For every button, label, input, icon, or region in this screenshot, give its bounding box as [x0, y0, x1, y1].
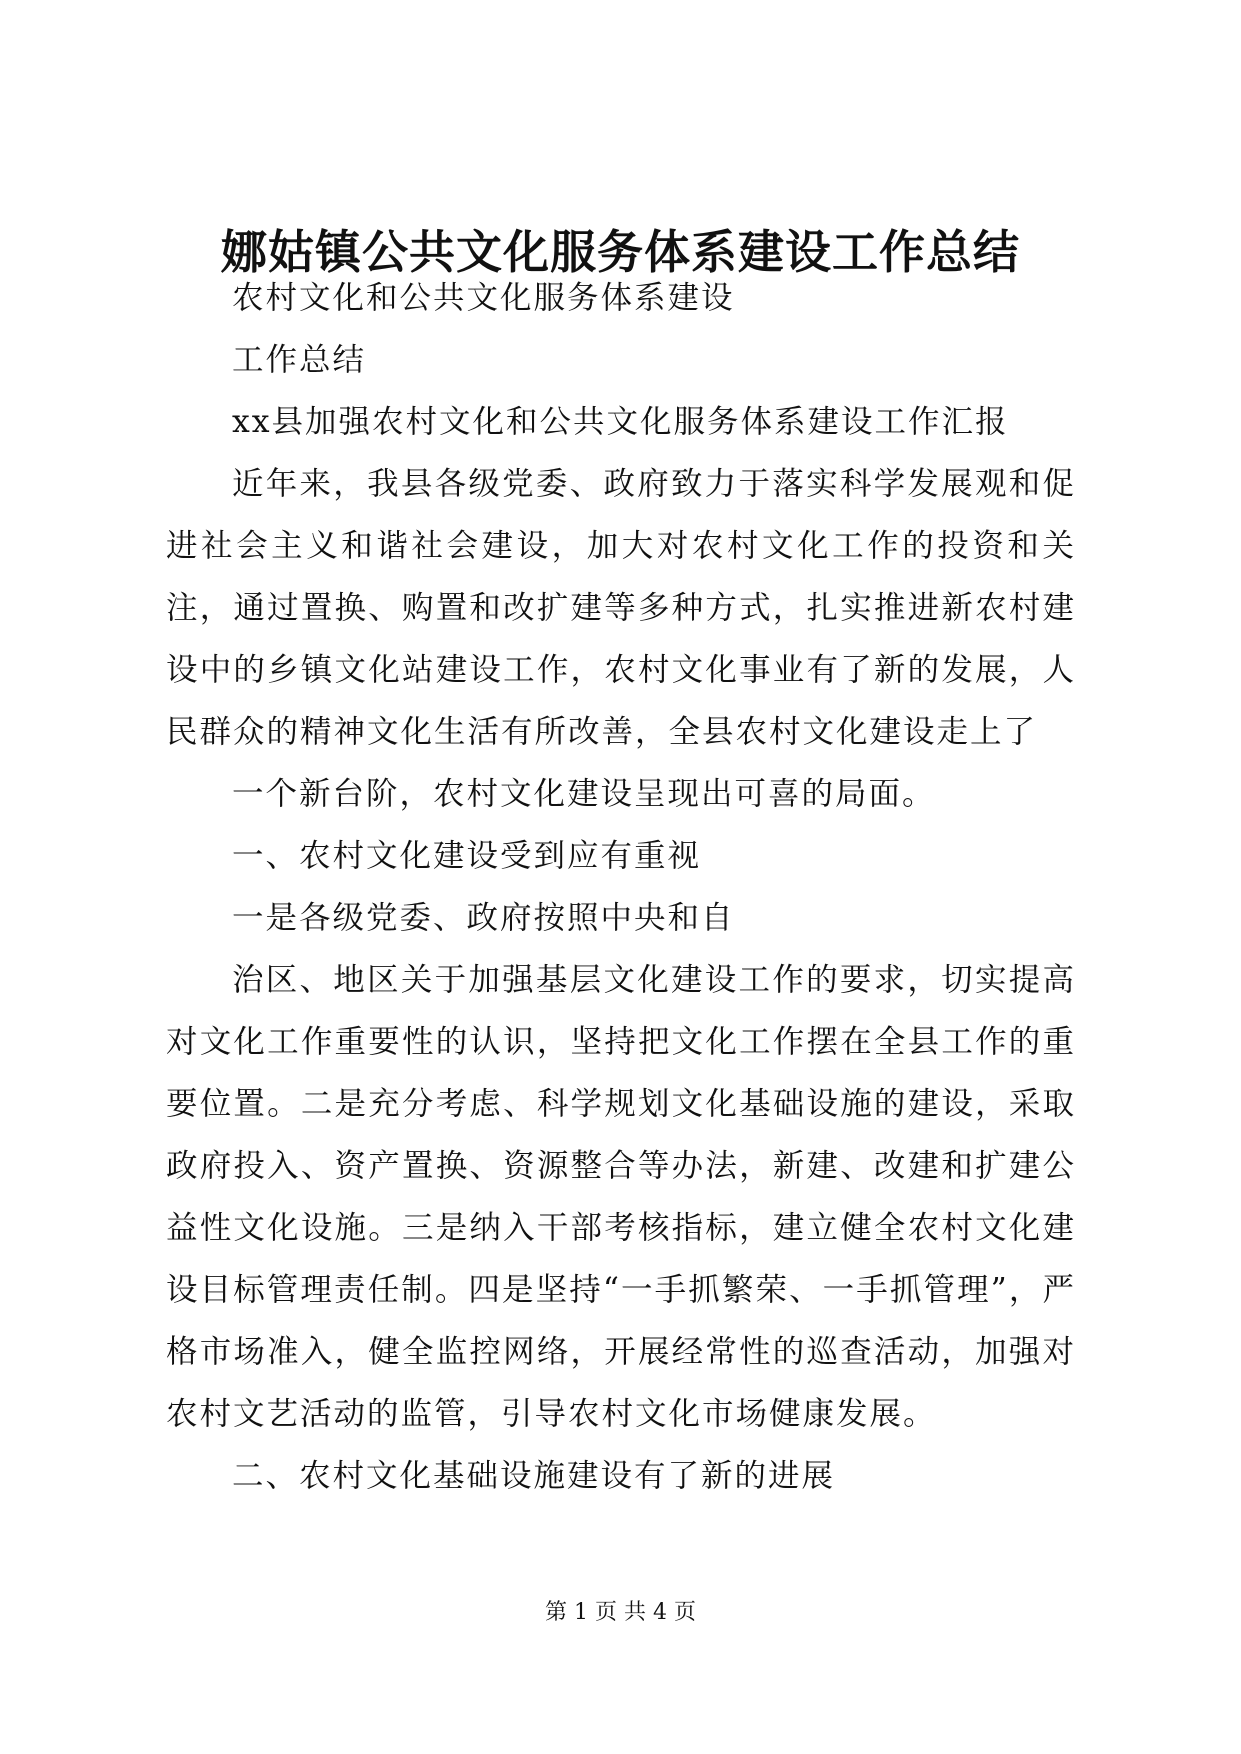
document-title: 娜姑镇公共文化服务体系建设工作总结	[221, 225, 1020, 279]
paragraph-report-heading: xx县加强农村文化和公共文化服务体系建设工作汇报	[232, 404, 1009, 440]
section-heading-1: 一、农村文化建设受到应有重视	[232, 838, 702, 874]
paragraph-first-point: 一是各级党委、政府按照中央和自	[232, 900, 735, 936]
paragraph-subtitle-2: 工作总结	[232, 342, 367, 378]
paragraph-measures: 治区、地区关于加强基层文化建设工作的要求，切实提高对文化工作重要性的认识，坚持把文化工作摆在全县工作的重要位置。二是充分考虑、科学规划文化基础设施的建设，采取政府投入、资产置换、资源整合等办法，新建、改建和扩建公益性文化设施。三是纳入干部考核指标，建立健全农村文化建设目标管理责任制。四是坚持“一手抓繁荣、一手抓管理”，严格市场准入，健全监控网络，开展经常性的巡查活动，加强对农村文艺活动的监管，引导农村文化市场健康发展。	[166, 962, 1076, 1432]
paragraph-subtitle-1: 农村文化和公共文化服务体系建设	[232, 280, 735, 316]
paragraph-new-stage: 一个新台阶，农村文化建设呈现出可喜的局面。	[232, 776, 936, 812]
page-footer: 第 1 页 共 4 页	[545, 1600, 696, 1625]
paragraph-intro: 近年来，我县各级党委、政府致力于落实科学发展观和促进社会主义和谐社会建设，加大对农村文化工作的投资和关注，通过置换、购置和改扩建等多种方式，扎实推进新农村建设中的乡镇文化站建设工作，农村文化事业有了新的发展，人民群众的精神文化生活有所改善，全县农村文化建设走上了	[166, 466, 1076, 750]
document-body	[166, 267, 1076, 1507]
section-heading-2: 二、农村文化基础设施建设有了新的进展	[232, 1458, 836, 1494]
